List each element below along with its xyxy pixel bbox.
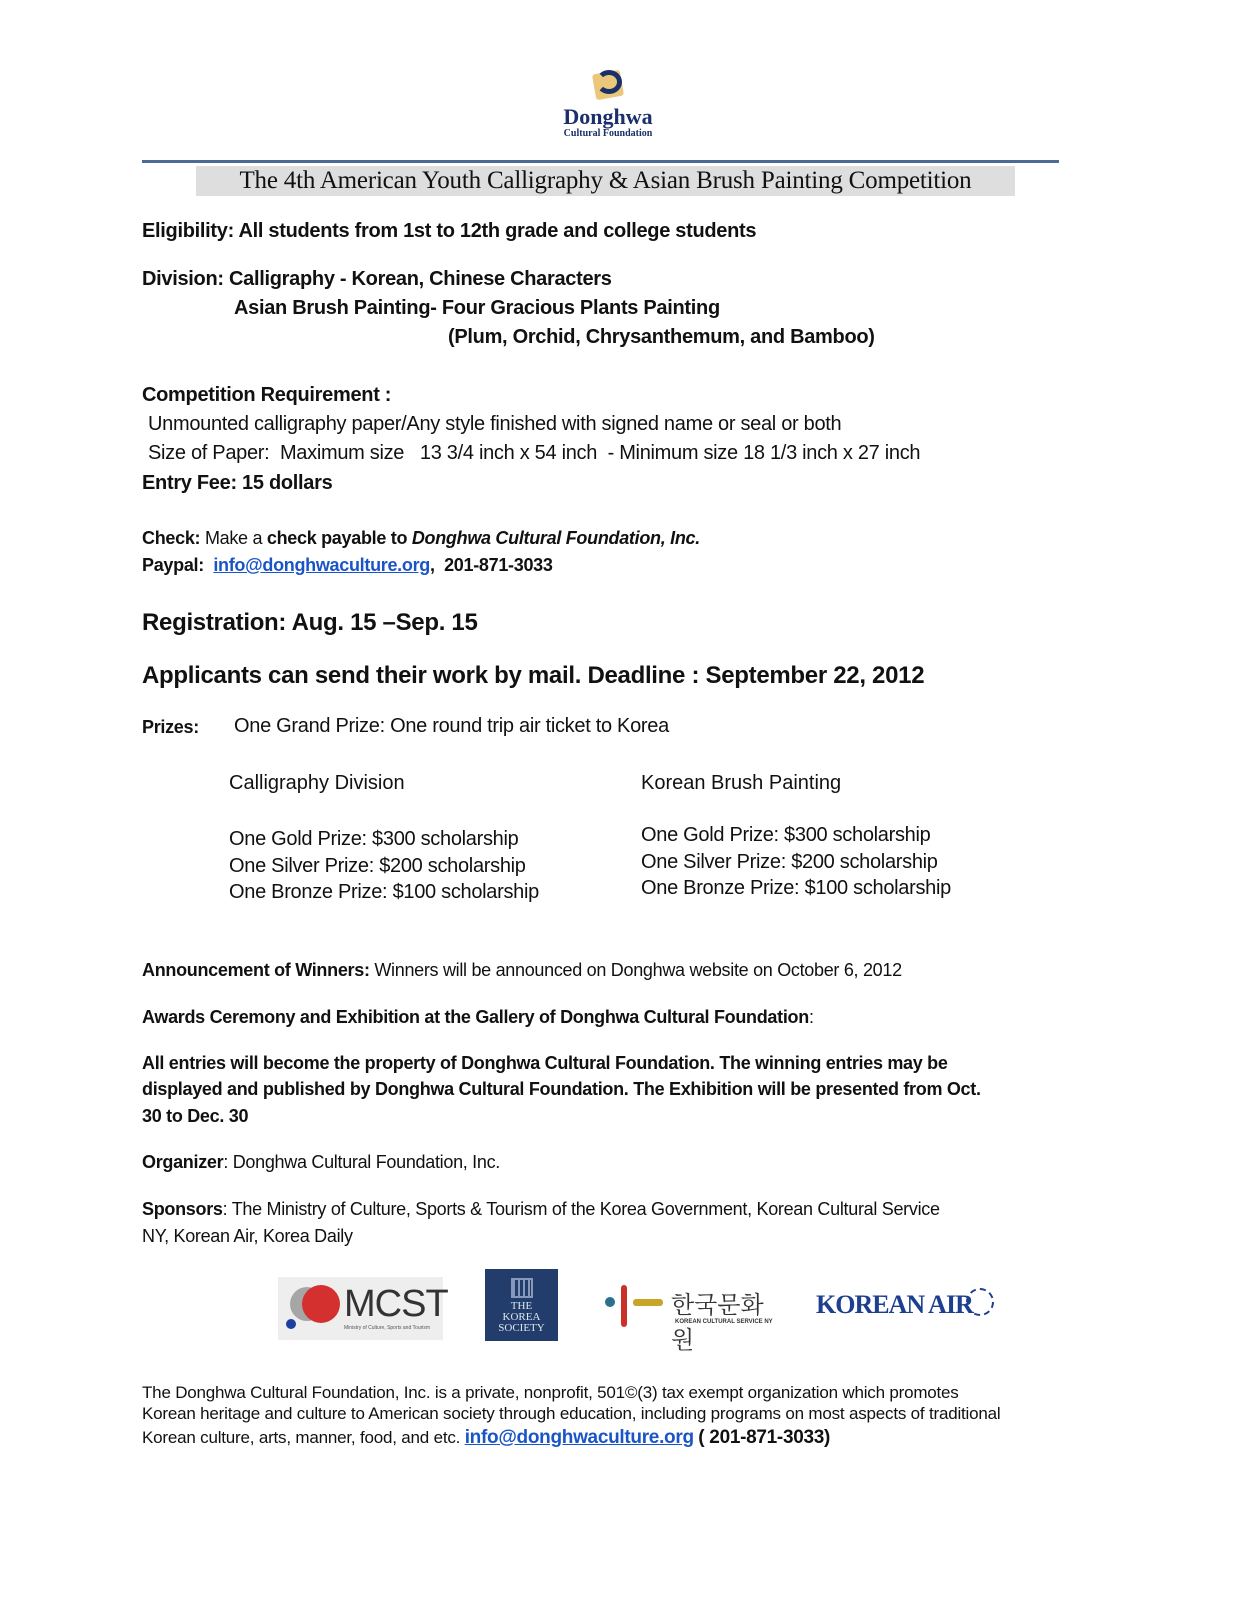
logo-name: Donghwa [563,104,653,129]
korea-society-line2: KOREA [502,1311,541,1323]
paypal-label: Paypal: [142,555,204,575]
footer-line3 [142,1427,830,1449]
sponsors-label: Sponsors [142,1199,223,1219]
announcement-label: Announcement of Winners: [142,960,370,980]
korean-air-emblem-icon [966,1288,994,1316]
division-line3: (Plum, Orchid, Chrysanthemum, and Bamboo) [448,326,875,348]
paypal-info [142,555,553,576]
check-payee: Donghwa Cultural Foundation, Inc. [411,528,700,548]
mcst-logo-subtext: Ministry of Culture, Sports and Tourism [344,1325,431,1331]
footer-phone: ( 201-871-3033) [698,1427,831,1448]
requirement-paper-size: Size of Paper: Maximum size 13 3/4 inch x 54 inch - Minimum size 18 1/3 inch x 27 inch [148,442,921,464]
korea-society-line1: THE [510,1300,533,1312]
footer-line1: The Donghwa Cultural Foundation, Inc. is a private, nonprofit, 501©(3) tax exempt organization which promotes [142,1383,959,1402]
mcst-logo [278,1277,448,1340]
property-line2: displayed and published by Donghwa Cultural Foundation. The Exhibition will be presented from Oct. [142,1079,981,1099]
division-label: Division: [142,268,224,290]
division-line1: Calligraphy - Korean, Chinese Characters [229,268,612,290]
registration: Registration: Aug. 15 –Sep. 15 [142,609,478,636]
ceremony [142,1007,814,1028]
check-info [142,528,700,549]
deadline: Applicants can send their work by mail. Deadline : September 22, 2012 [142,662,925,689]
page-title: The 4th American Youth Calligraphy & Asian Brush Painting Competition [196,166,1015,196]
calligraphy-gold-prize: One Gold Prize: $300 scholarship [229,828,519,850]
logo-subtitle: Cultural Foundation [563,128,653,139]
brush-bronze-prize: One Bronze Prize: $100 scholarship [641,877,951,899]
organizer [142,1152,500,1173]
ceremony-label: Awards Ceremony and Exhibition at the Gallery of Donghwa Cultural Foundation [142,1007,809,1027]
eligibility-label: Eligibility: [142,220,234,242]
check-label: Check: [142,528,201,548]
korean-cultural-service-logo [605,1285,775,1354]
organizer-text: : Donghwa Cultural Foundation, Inc. [223,1152,500,1172]
donghwa-emblem-icon [586,68,630,104]
grand-prize: One Grand Prize: One round trip air ticket to Korea [234,715,669,737]
property-line3: 30 to Dec. 30 [142,1106,249,1126]
footer-line3-text: Korean culture, arts, manner, food, and etc. [142,1428,461,1447]
sponsors [142,1199,940,1220]
division [142,268,612,291]
kcs-korean-text: 한국문화원 [671,1291,764,1354]
footer-line2: Korean heritage and culture to American society through education, including programs on most aspects of traditional [142,1404,1001,1423]
check-mid: Make a [204,528,263,548]
requirement-line1: Unmounted calligraphy paper/Any style finished with signed name or seal or both [148,413,842,435]
brush-painting-division-title: Korean Brush Painting [641,772,842,794]
eligibility [142,220,756,243]
korea-society-line3: SOCIETY [498,1322,545,1334]
check-text: check payable to [266,528,408,548]
brush-silver-prize: One Silver Prize: $200 scholarship [641,851,938,873]
property-line1: All entries will become the property of Donghwa Cultural Foundation. The winning entries may be [142,1053,948,1073]
ceremony-colon: : [808,1007,814,1027]
entry-fee: Entry Fee: 15 dollars [142,472,333,494]
division-line2: Asian Brush Painting- Four Gracious Plants Painting [234,297,720,319]
paypal-phone: , 201-871-3033 [429,555,553,575]
korea-society-logo [485,1269,558,1341]
paypal-email-link[interactable]: info@donghwaculture.org [213,555,430,575]
brush-gold-prize: One Gold Prize: $300 scholarship [641,824,931,846]
prizes-label: Prizes: [142,717,199,737]
requirement-label: Competition Requirement : [142,384,392,406]
organizer-label: Organizer [142,1152,224,1172]
footer-email-link[interactable]: info@donghwaculture.org [464,1427,694,1448]
donghwa-logo [548,68,668,144]
announcement-text: Winners will be announced on Donghwa website on October 6, 2012 [374,960,902,980]
calligraphy-bronze-prize: One Bronze Prize: $100 scholarship [229,881,539,903]
calligraphy-silver-prize: One Silver Prize: $200 scholarship [229,855,526,877]
korea-society-pattern-icon [511,1278,533,1298]
header-divider [142,160,1059,163]
sponsors-line2: NY, Korean Air, Korea Daily [142,1226,353,1246]
announcement [142,960,902,981]
eligibility-text: All students from 1st to 12th grade and college students [238,220,757,242]
kcs-english-text: KOREAN CULTURAL SERVICE NY [675,1319,773,1325]
mcst-logo-text: MCST [344,1283,448,1325]
korean-air-logo: KOREAN AIR [816,1290,973,1319]
calligraphy-division-title: Calligraphy Division [229,772,405,794]
sponsors-line1: : The Ministry of Culture, Sports & Tourism of the Korea Government, Korean Cultural Service [222,1199,940,1219]
